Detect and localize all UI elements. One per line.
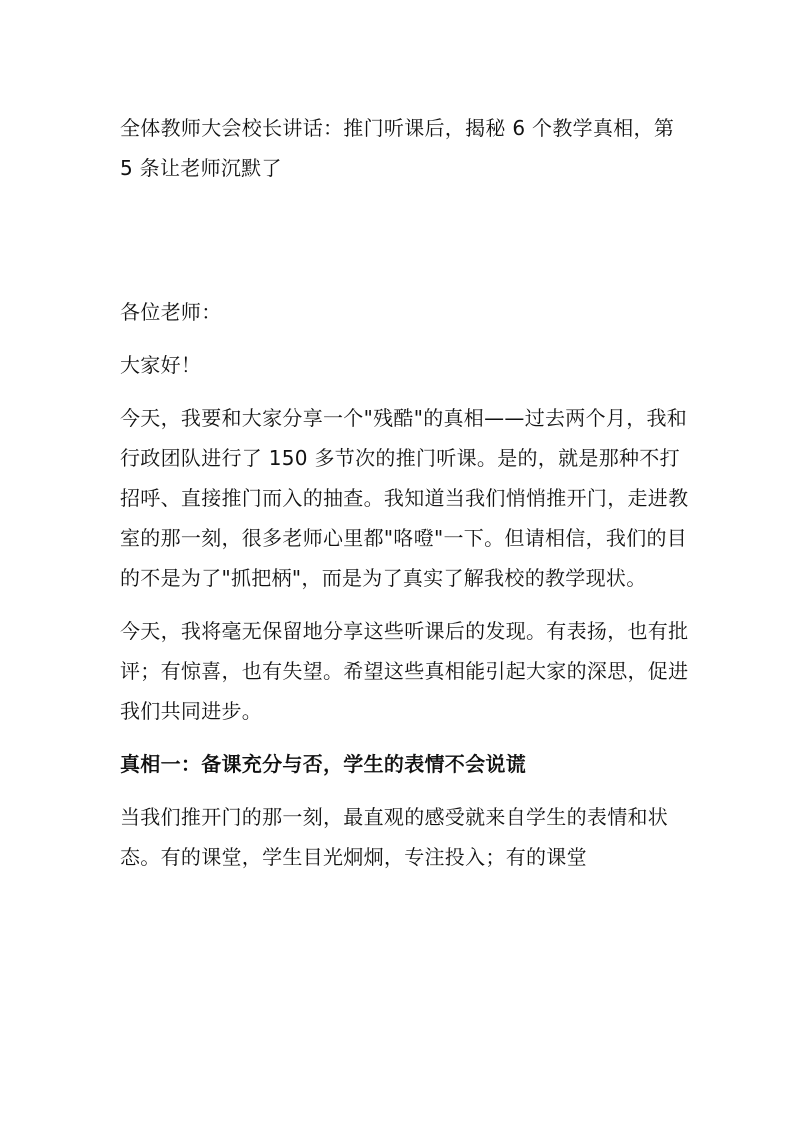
title-spacer: [120, 188, 692, 292]
greeting: 大家好！: [120, 353, 202, 377]
salutation: 各位老师：: [120, 300, 222, 324]
document-title: 全体教师大会校长讲话：推门听课后，揭秘 6 个教学真相，第 5 条让老师沉默了: [120, 116, 675, 180]
intro-paragraph-1: 今天，我要和大家分享一个"残酷"的真相——过去两个月，我和行政团队进行了 150 多节次的推门听课。是的，就是那种不打招呼、直接推门而入的抽查。我知道当我们悄悄推开门，走进教室的那一刻，很多老师心里都"咯噔"一下。但请相信，我们的目的不是为了"抓把柄"，而是为了真实了解我校的教学现状。: [120, 406, 689, 590]
section-heading-1: 真相一：备课充分与否，学生的表情不会说谎: [120, 752, 526, 776]
intro-paragraph-2: 今天，我将毫无保留地分享这些听课后的发现。有表扬，也有批评；有惊喜，也有失望。希望这些真相能引起大家的深思，促进我们共同进步。: [120, 619, 689, 723]
document-page: [120, 108, 692, 890]
section-1-paragraph-1: 当我们推开门的那一刻，最直观的感受就来自学生的表情和状态。有的课堂，学生目光炯炯，专注投入；有的课堂: [120, 805, 669, 869]
